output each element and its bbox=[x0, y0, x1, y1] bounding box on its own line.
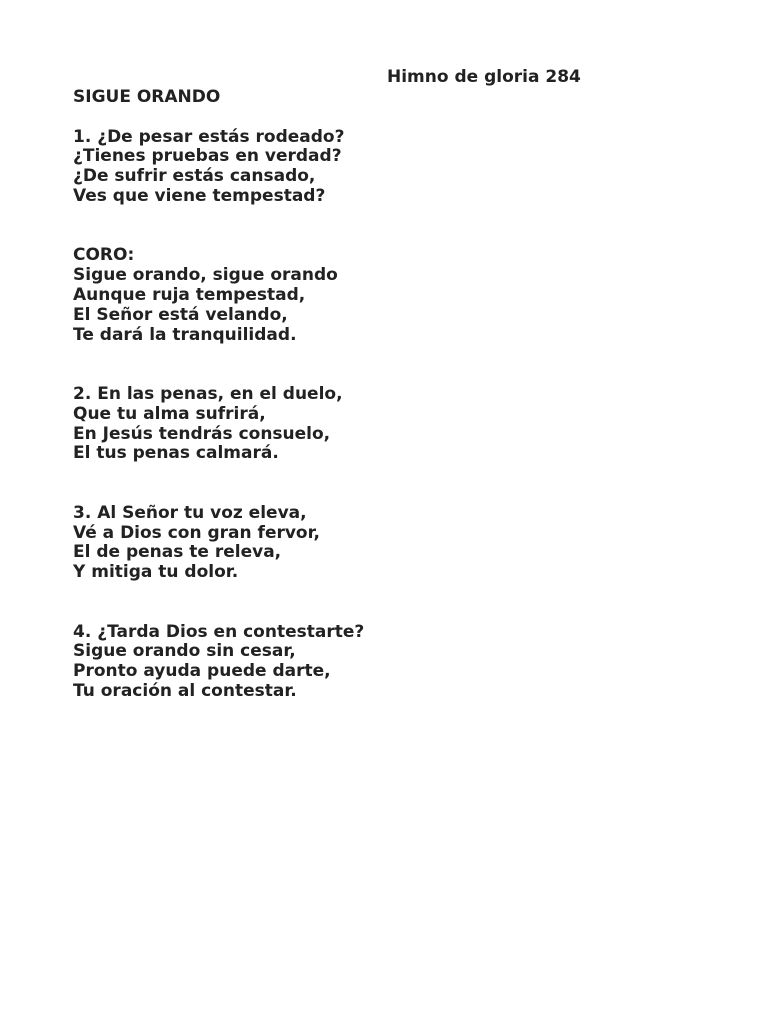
spacer bbox=[73, 583, 364, 623]
chorus-line: Sigue orando, sigue orando bbox=[73, 265, 338, 286]
verse-line: Vé a Dios con gran fervor, bbox=[73, 522, 320, 543]
hymn-number: Himno de gloria 284 bbox=[387, 67, 581, 87]
verse-line: En Jesús tendrás consuelo, bbox=[73, 423, 331, 444]
song-title: SIGUE ORANDO bbox=[73, 87, 221, 107]
chorus-line: Te dará la tranquilidad. bbox=[73, 324, 297, 345]
verse-line: 2. En las penas, en el duelo, bbox=[73, 383, 343, 404]
verse-4 bbox=[73, 623, 364, 702]
spacer bbox=[73, 207, 364, 247]
spacer bbox=[73, 108, 364, 128]
verse-line: 4. ¿Tarda Dios en contestarte? bbox=[73, 621, 365, 642]
chorus-line: El Señor está velando, bbox=[73, 304, 288, 325]
verse-line: Tu oración al contestar. bbox=[73, 680, 297, 701]
verse-line: Que tu alma sufrirá, bbox=[73, 403, 266, 424]
chorus bbox=[73, 246, 364, 345]
verse-2 bbox=[73, 385, 364, 464]
spacer bbox=[73, 345, 364, 385]
chorus-line: Aunque ruja tempestad, bbox=[73, 284, 306, 305]
verse-line: El de penas te releva, bbox=[73, 542, 282, 563]
verse-line: Ves que viene tempestad? bbox=[73, 185, 326, 206]
verse-line: El tus penas calmará. bbox=[73, 443, 279, 464]
verse-line: Sigue orando sin cesar, bbox=[73, 641, 296, 662]
verse-1 bbox=[73, 128, 364, 207]
verse-3 bbox=[73, 504, 364, 583]
verse-line: Y mitiga tu dolor. bbox=[73, 562, 239, 583]
chorus-label: CORO: bbox=[73, 245, 135, 266]
verse-line: 3. Al Señor tu voz eleva, bbox=[73, 502, 307, 523]
verse-line: ¿De sufrir estás cansado, bbox=[73, 166, 316, 187]
verse-line: ¿Tienes pruebas en verdad? bbox=[73, 146, 342, 167]
spacer bbox=[73, 464, 364, 504]
verse-line: 1. ¿De pesar estás rodeado? bbox=[73, 126, 345, 147]
lyrics-body bbox=[73, 88, 364, 702]
verse-line: Pronto ayuda puede darte, bbox=[73, 661, 331, 682]
